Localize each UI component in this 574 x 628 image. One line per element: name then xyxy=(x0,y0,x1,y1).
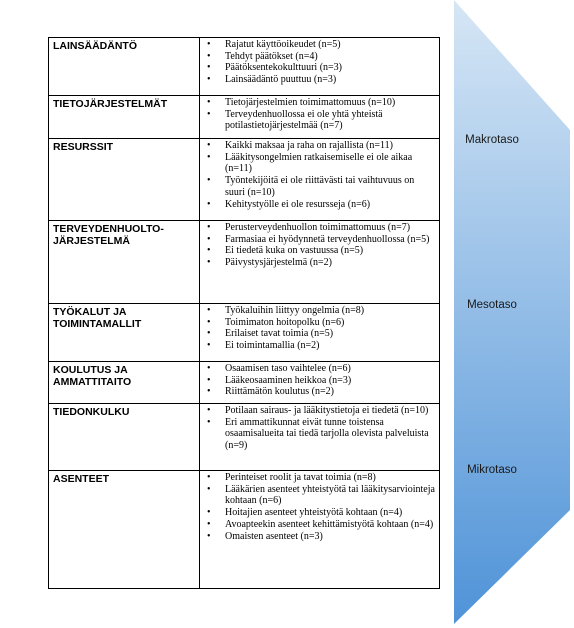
category-label: RESURSSIT xyxy=(49,139,200,221)
item-text: Toimimaton hoitopolku (n=6) xyxy=(225,316,345,328)
bullet-icon: • xyxy=(207,175,211,187)
item-text: Farmasiaa ei hyödynnetä terveydenhuollossa (n=5) xyxy=(225,233,430,245)
level-macro: Makrotaso xyxy=(465,134,519,146)
item-text: Avoapteekin asenteet kehittämistyötä kohtaan (n=4) xyxy=(225,518,434,530)
item-text: Lääkitysongelmien ratkaisemiselle ei ole aikaa (n=11) xyxy=(225,151,413,175)
items-cell xyxy=(200,139,440,221)
bullet-list xyxy=(204,305,435,352)
list-item xyxy=(204,51,435,63)
item-text: Työntekijöitä ei ole riittävästi tai vaihtuvuus on suuri (n=10) xyxy=(225,175,415,198)
table-row xyxy=(49,362,440,404)
bullet-icon: • xyxy=(207,483,211,495)
category-label: ASENTEET xyxy=(49,471,200,589)
items-cell xyxy=(200,221,440,304)
bullet-icon: • xyxy=(207,222,211,233)
list-item xyxy=(204,245,435,257)
arrow-shape xyxy=(454,0,570,624)
bullet-icon: • xyxy=(207,316,211,328)
item-text: Ei tiedetä kuka on vastuussa (n=5) xyxy=(225,245,364,257)
bullet-icon: • xyxy=(207,518,211,530)
bullet-list xyxy=(204,140,435,210)
item-text: Perusterveydenhuollon toimimattomuus (n=7) xyxy=(225,222,411,233)
item-text: Riittämätön koulutus (n=2) xyxy=(225,386,334,398)
table-row xyxy=(49,38,440,96)
list-item xyxy=(204,109,435,132)
list-item xyxy=(204,257,435,269)
list-item xyxy=(204,472,435,484)
item-text: Omaisten asenteet (n=3) xyxy=(225,530,323,542)
bullet-list xyxy=(204,222,435,269)
category-label: TERVEYDENHUOLTO-JÄRJESTELMÄ xyxy=(49,221,200,304)
list-item xyxy=(204,405,435,417)
item-text: Lainsäädäntö puuttuu (n=3) xyxy=(225,74,337,86)
bullet-icon: • xyxy=(207,140,211,151)
item-text: Kaikki maksaa ja raha on rajallista (n=11) xyxy=(225,140,393,151)
bullet-icon: • xyxy=(207,386,211,398)
bullet-list xyxy=(204,363,435,398)
item-text: Erilaiset tavat toimia (n=5) xyxy=(225,328,334,340)
bullet-list xyxy=(204,472,435,542)
list-item xyxy=(204,62,435,74)
items-cell xyxy=(200,96,440,139)
bullet-icon: • xyxy=(207,62,211,74)
item-text: Eri ammattikunnat eivät tunne toistensa osaamisalueita tai tiedä tarjolla olevista palveluista (n=9) xyxy=(225,416,429,452)
list-item xyxy=(204,140,435,152)
items-cell xyxy=(200,38,440,96)
table-row xyxy=(49,139,440,221)
table-row xyxy=(49,404,440,471)
item-text: Tehdyt päätökset (n=4) xyxy=(225,50,318,62)
category-label: TIETOJÄRJESTELMÄT xyxy=(49,96,200,139)
items-cell xyxy=(200,362,440,404)
category-label: TIEDONKULKU xyxy=(49,404,200,471)
item-text: Päivystysjärjestelmä (n=2) xyxy=(225,257,333,269)
item-text: Hoitajien asenteet yhteistyötä kohtaan (n=4) xyxy=(225,507,403,519)
item-text: Ei toimintamallia (n=2) xyxy=(225,340,320,352)
bullet-list xyxy=(204,405,435,452)
item-text: Päätöksentekokulttuuri (n=3) xyxy=(225,62,343,74)
bullet-icon: • xyxy=(207,405,211,416)
list-item xyxy=(204,340,435,352)
table-row xyxy=(49,471,440,589)
item-text: Lääkeosaaminen heikkoa (n=3) xyxy=(225,374,352,386)
list-item xyxy=(204,417,435,452)
list-item xyxy=(204,363,435,375)
list-item xyxy=(204,39,435,51)
list-item xyxy=(204,317,435,329)
items-cell xyxy=(200,404,440,471)
item-text: Terveydenhuollossa ei ole yhtä yhteistä potilastietojärjestelmää (n=7) xyxy=(225,108,383,132)
list-item xyxy=(204,305,435,317)
item-text: Työkaluihin liittyy ongelmia (n=8) xyxy=(225,305,365,316)
list-item xyxy=(204,222,435,234)
level-meso: Mesotaso xyxy=(467,299,517,311)
bullet-list xyxy=(204,39,435,86)
bullet-icon: • xyxy=(207,74,211,86)
bullet-icon: • xyxy=(207,530,211,542)
list-item xyxy=(204,386,435,398)
table-row xyxy=(49,96,440,139)
bullet-icon: • xyxy=(207,507,211,519)
items-cell xyxy=(200,304,440,362)
item-text: Lääkärien asenteet yhteistyötä tai lääkitysarviointeja kohtaan (n=6) xyxy=(225,483,435,507)
bullet-icon: • xyxy=(207,340,211,352)
bullet-icon: • xyxy=(207,257,211,269)
list-item xyxy=(204,199,435,211)
list-item xyxy=(204,97,435,109)
barriers-table xyxy=(48,37,440,589)
table-row xyxy=(49,304,440,362)
category-label: KOULUTUS JA AMMATTITAITO xyxy=(49,362,200,404)
table-row xyxy=(49,221,440,304)
list-item xyxy=(204,507,435,519)
list-item xyxy=(204,234,435,246)
list-item xyxy=(204,519,435,531)
bullet-icon: • xyxy=(207,198,211,210)
bullet-icon: • xyxy=(207,363,211,374)
bullet-icon: • xyxy=(207,328,211,340)
list-item xyxy=(204,531,435,543)
bullet-icon: • xyxy=(207,97,211,108)
item-text: Kehitystyölle ei ole resursseja (n=6) xyxy=(225,198,371,210)
bullet-icon: • xyxy=(207,245,211,257)
bullet-icon: • xyxy=(207,305,211,316)
bullet-icon: • xyxy=(207,151,211,163)
category-label: LAINSÄÄDÄNTÖ xyxy=(49,38,200,96)
bullet-icon: • xyxy=(207,472,211,483)
bullet-icon: • xyxy=(207,416,211,428)
list-item xyxy=(204,74,435,86)
bullet-icon: • xyxy=(207,233,211,245)
bullet-icon: • xyxy=(207,50,211,62)
bullet-icon: • xyxy=(207,108,211,120)
list-item xyxy=(204,152,435,175)
item-text: Perinteiset roolit ja tavat toimia (n=8) xyxy=(225,472,376,483)
item-text: Osaamisen taso vaihtelee (n=6) xyxy=(225,363,351,374)
items-cell xyxy=(200,471,440,589)
list-item xyxy=(204,175,435,198)
list-item xyxy=(204,375,435,387)
bullet-icon: • xyxy=(207,39,211,50)
level-micro: Mikrotaso xyxy=(467,464,517,476)
item-text: Tietojärjestelmien toimimattomuus (n=10) xyxy=(225,97,396,108)
list-item xyxy=(204,484,435,507)
list-item xyxy=(204,328,435,340)
item-text: Rajatut käyttöoikeudet (n=5) xyxy=(225,39,341,50)
bullet-list xyxy=(204,97,435,132)
category-label: TYÖKALUT JA TOIMINTAMALLIT xyxy=(49,304,200,362)
bullet-icon: • xyxy=(207,374,211,386)
item-text: Potilaan sairaus- ja lääkitystietoja ei tiedetä (n=10) xyxy=(225,405,429,416)
